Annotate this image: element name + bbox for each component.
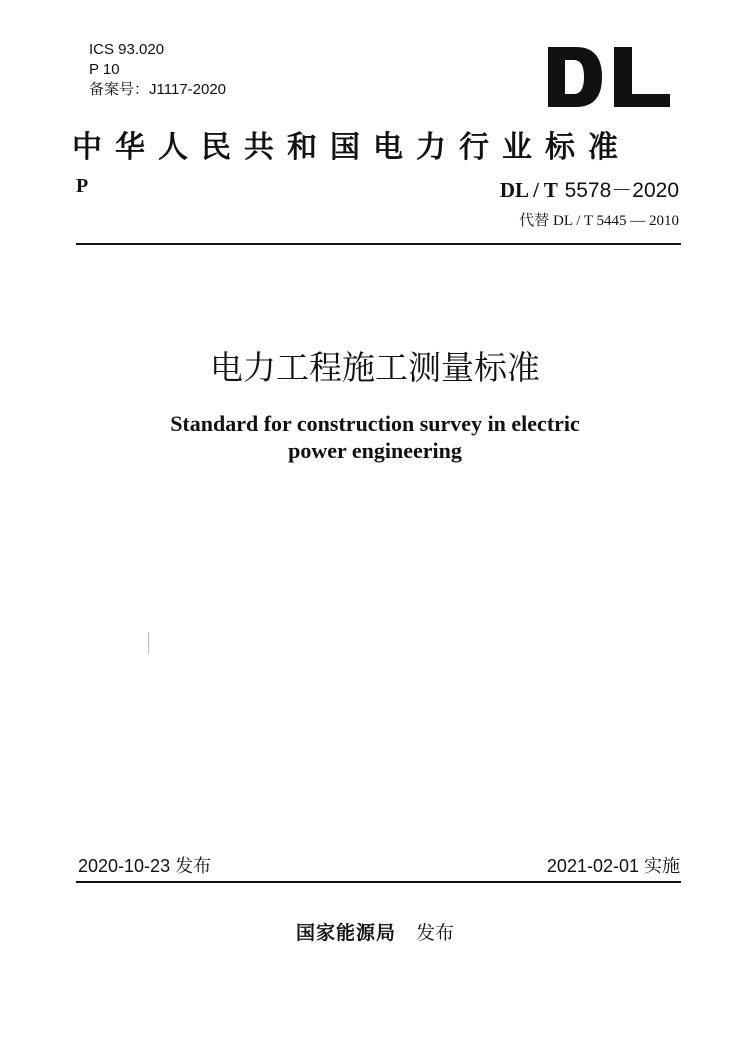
title-chinese: 电力工程施工测量标准 <box>210 348 540 387</box>
effective-date: 2021-02-01 实施 <box>546 856 680 876</box>
footer-divider <box>76 881 681 883</box>
replaces-note: 代替 DL / T 5445 — 2010 <box>519 213 679 229</box>
standard-code: 5578－2020 <box>564 179 679 202</box>
nation-title: 中华人民共和国电力行业标准 <box>72 130 631 165</box>
title-english-line2: power engineering <box>288 438 462 463</box>
standard-prefix: DL / T <box>499 178 558 202</box>
scan-mark <box>148 632 149 654</box>
ics-code: ICS 93.020 <box>89 41 165 58</box>
category-letter: P <box>76 175 89 197</box>
class-code: P 10 <box>89 61 120 78</box>
issue-date: 2020-10-23 发布 <box>78 856 212 876</box>
record-number: J1117-2020 <box>149 81 227 98</box>
title-english <box>0 410 750 464</box>
classification-block <box>89 40 226 100</box>
standard-number <box>500 174 679 204</box>
header-divider <box>76 243 681 245</box>
publish-action: 发布 <box>416 922 455 944</box>
record-number-line <box>89 80 226 100</box>
publisher-line <box>0 918 750 945</box>
title-english-line1: Standard for construction survey in electric <box>170 411 580 436</box>
publisher-org: 国家能源局 <box>295 922 396 944</box>
record-label: 备案号： <box>89 81 150 98</box>
dl-logo <box>548 47 670 107</box>
